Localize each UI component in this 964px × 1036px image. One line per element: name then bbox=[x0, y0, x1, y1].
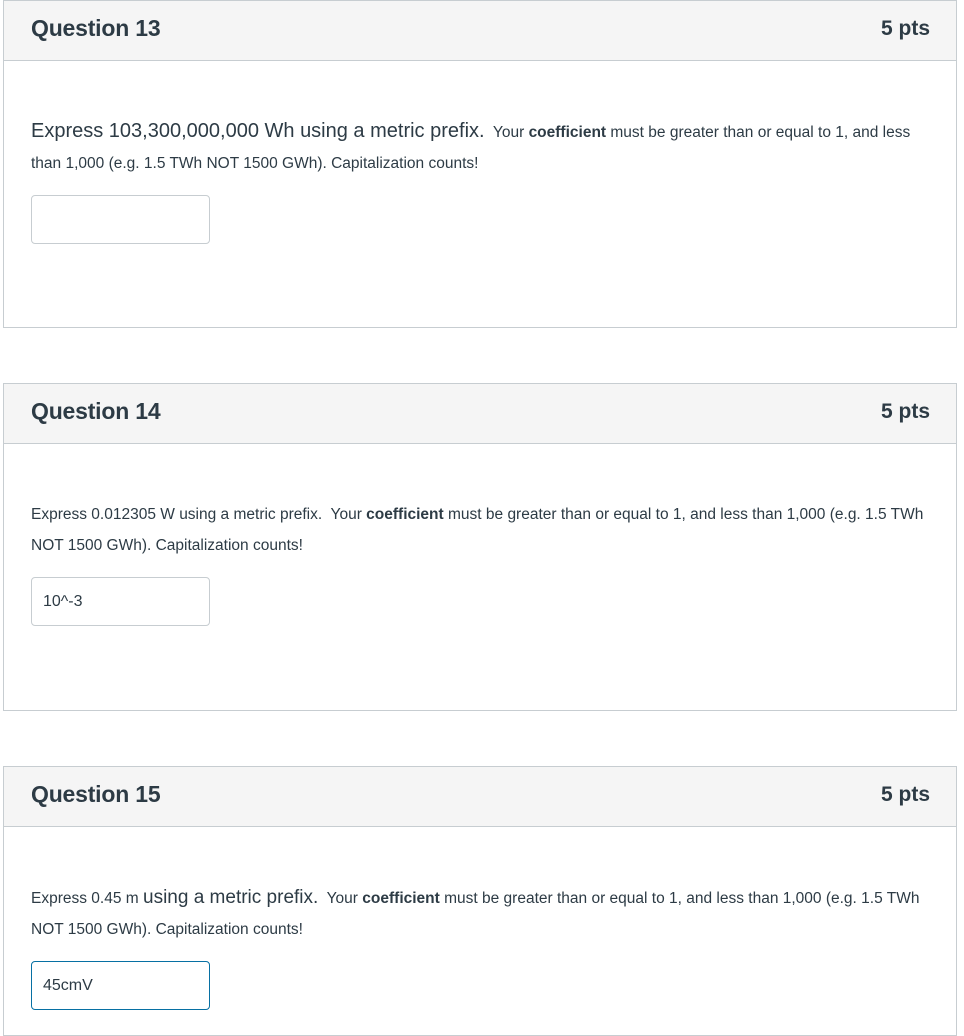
question-prompt bbox=[31, 882, 930, 945]
question-prompt bbox=[31, 116, 930, 179]
answer-input[interactable] bbox=[31, 195, 210, 244]
question-points: 5 pts bbox=[880, 400, 930, 423]
question-header bbox=[4, 1, 956, 61]
question-header bbox=[4, 767, 956, 827]
question-14 bbox=[3, 383, 957, 711]
question-body bbox=[4, 827, 956, 1010]
answer-input[interactable] bbox=[31, 577, 210, 626]
question-title: Question 13 bbox=[31, 15, 161, 41]
question-body bbox=[4, 444, 956, 626]
question-points: 5 pts bbox=[880, 783, 930, 806]
question-body bbox=[4, 61, 956, 244]
prompt-bold: coefficient bbox=[362, 890, 440, 907]
question-15 bbox=[3, 766, 957, 1036]
question-points: 5 pts bbox=[880, 17, 930, 40]
prompt-rest: must be greater than or equal to 1, and less than 1,000 (e.g. 1.5 TWh NOT 1500 GWh). Capitalization counts! bbox=[31, 890, 920, 938]
prompt-your: Your bbox=[492, 124, 525, 141]
prompt-your: Your bbox=[330, 506, 362, 523]
prompt-rest: must be greater than or equal to 1, and less than 1,000 (e.g. 1.5 TWh NOT 1500 GWh). Capitalization counts! bbox=[31, 506, 924, 554]
answer-input[interactable] bbox=[31, 961, 210, 1010]
prompt-bold: coefficient bbox=[366, 506, 444, 523]
question-13 bbox=[3, 0, 957, 328]
question-prompt bbox=[31, 499, 930, 561]
prompt-lead-a: Express 0.45 m bbox=[31, 890, 139, 907]
prompt-lead: Express 103,300,000,000 Wh using a metric prefix. bbox=[31, 120, 485, 142]
prompt-lead: Express 0.012305 W using a metric prefix. bbox=[31, 506, 323, 523]
question-header bbox=[4, 384, 956, 444]
prompt-rest: must be greater than or equal to 1, and less than 1,000 (e.g. 1.5 TWh NOT 1500 GWh). Capitalization counts! bbox=[31, 124, 911, 172]
prompt-bold: coefficient bbox=[528, 124, 607, 141]
prompt-your: Your bbox=[326, 890, 358, 907]
question-title: Question 14 bbox=[31, 398, 161, 424]
prompt-lead-b: using a metric prefix. bbox=[143, 887, 319, 908]
question-title: Question 15 bbox=[31, 781, 161, 807]
